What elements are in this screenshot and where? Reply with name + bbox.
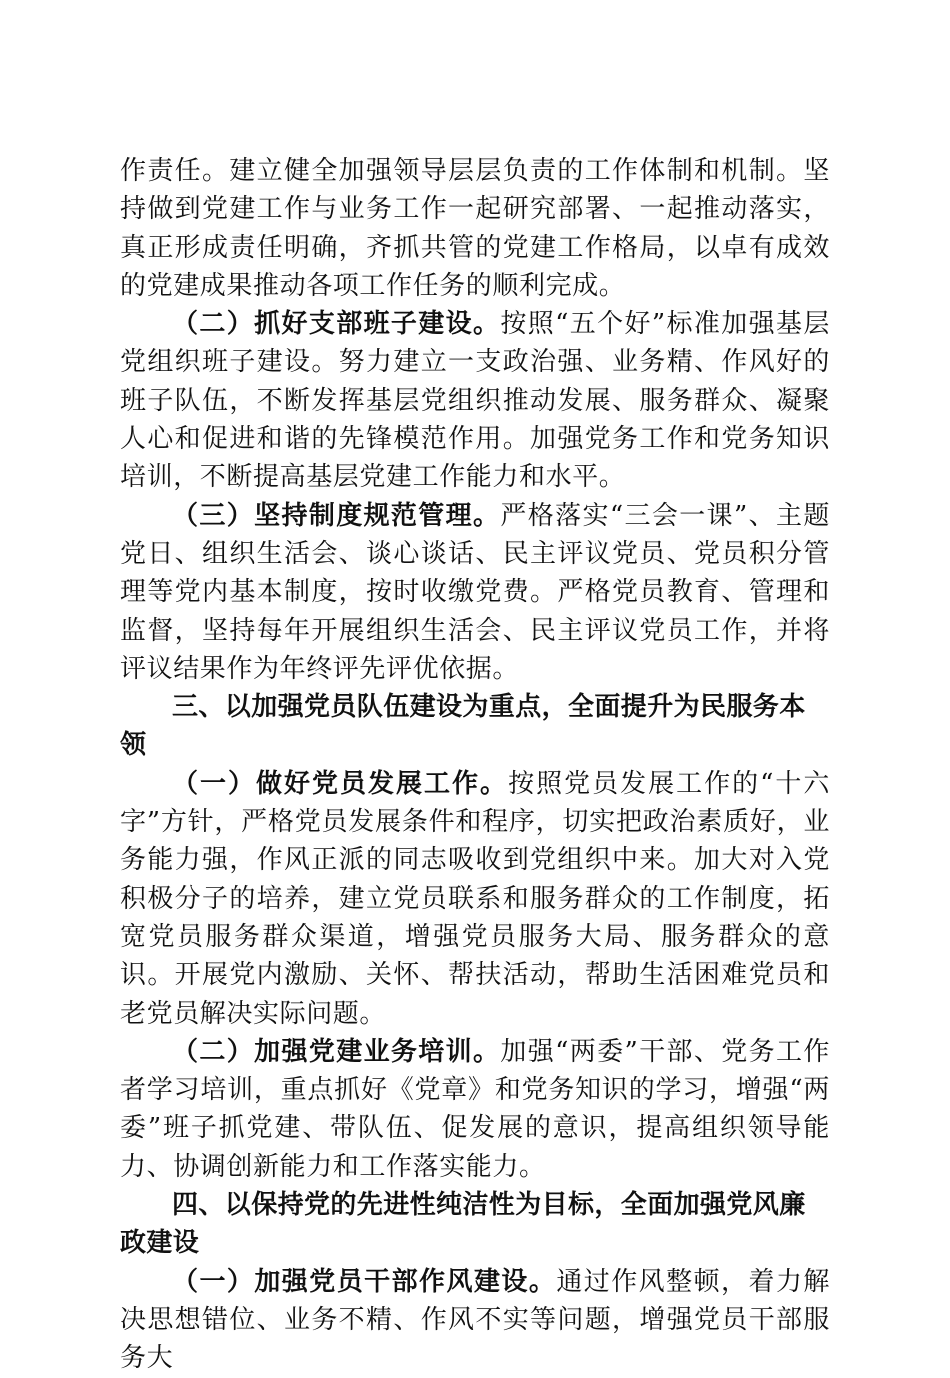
paragraph-lead: （一）做好党员发展工作。 (172, 768, 509, 799)
paragraph-body: 按照党员发展工作的“十六字”方针，严格党员发展条件和程序，切实把政治素质好，业务能力强，作风正派的同志吸收到党组织中来。加大对入党积极分子的培养，建立党员联系和服务群众的工作制度，拓宽党员服务群众渠道，增强党员服务大局、服务群众的意识。开展党内激励、关怀、帮扶活动，帮助生活困难党员和老党员解决实际问题。 (120, 768, 831, 1029)
paragraph-body: 通过作风整顿，着力解决思想错位、业务不精、作风不实等问题，增强党员干部服务大 (120, 1266, 830, 1374)
paragraph-body: 严格落实“三会一课”、主题党日、组织生活会、谈心谈话、民主评议党员、党员积分管理等党内基本制度，按时收缴党费。严格党员教育、管理和监督，坚持每年开展组织生活会、民主评议党员工作，并将评议结果作为年终评先评优依据。 (120, 500, 830, 684)
paragraph-system-management (120, 497, 830, 688)
paragraph-work-style (120, 1263, 830, 1378)
section-heading-three: 三、以加强党员队伍建设为重点，全面提升为民服务本领 (120, 692, 806, 761)
paragraph-body: 按照“五个好”标准加强基层党组织班子建设。努力建立一支政治强、业务精、作风好的班子队伍，不断发挥基层党组织推动发展、服务群众、凝聚人心和促进和谐的先锋模范作用。加强党务工作和党务知识培训，不断提高基层党建工作能力和水平。 (120, 309, 830, 493)
section-heading-four: 四、以保持党的先进性纯洁性为目标，全面加强党风廉政建设 (120, 1190, 806, 1259)
paragraph-lead: （一）加强党员干部作风建设。 (172, 1266, 557, 1297)
paragraph-branch-team (120, 305, 830, 496)
paragraph-lead: （三）坚持制度规范管理。 (172, 500, 501, 531)
paragraph-lead: （二）抓好支部班子建设。 (172, 309, 501, 340)
paragraph-body: 作责任。建立健全加强领导层层负责的工作体制和机制。坚持做到党建工作与业务工作一起研究部署、一起推动落实，真正形成责任明确，齐抓共管的党建工作格局，以卓有成效的党建成果推动各项工作任务的顺利完成。 (120, 156, 830, 301)
paragraph-lead: （二）加强党建业务培训。 (172, 1036, 501, 1067)
paragraph-member-development (120, 765, 830, 1033)
document-page (120, 152, 830, 1378)
paragraph-training (120, 1033, 830, 1186)
paragraph-continuation (120, 152, 830, 305)
paragraph-body: 加强“两委”干部、党务工作者学习培训，重点抓好《党章》和党务知识的学习，增强“两委”班子抓党建、带队伍、促发展的意识，提高组织领导能力、协调创新能力和工作落实能力。 (120, 1036, 830, 1182)
